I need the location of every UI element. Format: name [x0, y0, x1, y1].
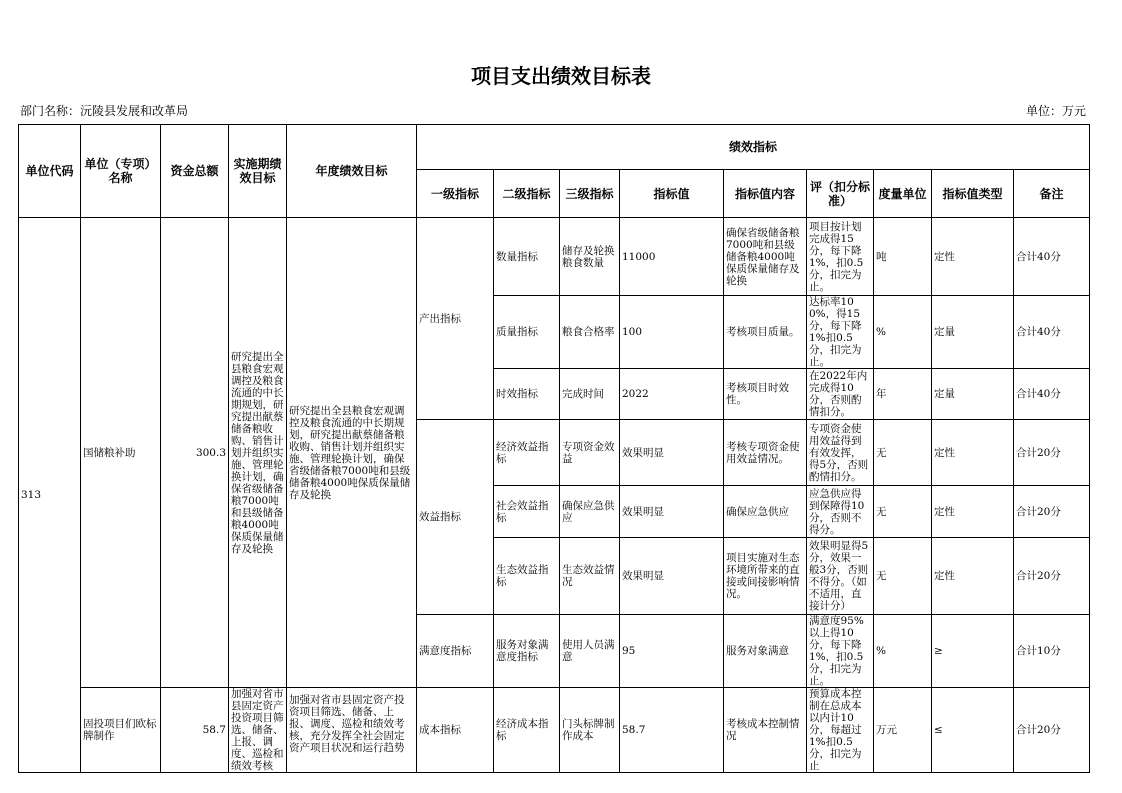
header-amount: 资金总额 — [161, 125, 229, 218]
group-cost-cell: 成本指标 — [417, 688, 494, 773]
score-cell: 满意度95%以上得10分，每下降1%，扣0.5分，扣完为止。 — [807, 615, 874, 688]
measure-cell: % — [874, 615, 932, 688]
project-amount-cell: 300.3 — [161, 218, 229, 688]
note-cell: 合计40分 — [1014, 296, 1090, 369]
type-cell: 定量 — [932, 369, 1014, 420]
level2-cell: 质量指标 — [494, 296, 560, 369]
type-cell: ≥ — [932, 615, 1014, 688]
level2-cell: 时效指标 — [494, 369, 560, 420]
score-cell: 应急供应得到保障得10分，否则不得分。 — [807, 486, 874, 538]
performance-table — [18, 124, 1090, 773]
content-cell: 考核专项资金使用效益情况。 — [724, 420, 807, 486]
level3-cell: 使用人员满意 — [560, 615, 620, 688]
period-goal-cell: 研究提出全县粮食宏观调控及粮食流通的中长期规划，研究提出献蔡储备粮收购、销售计划并组织实施、管理轮换计划，确保省级储备粮7000吨和县级储备粮4000吨保质保量储存及轮换 — [229, 218, 287, 688]
note-cell: 合计20分 — [1014, 486, 1090, 538]
level2-cell: 服务对象满意度指标 — [494, 615, 560, 688]
note-cell: 合计40分 — [1014, 218, 1090, 296]
group-output-cell: 产出指标 — [417, 218, 494, 420]
type-cell: 定性 — [932, 218, 1014, 296]
value-cell: 效果明显 — [620, 486, 724, 538]
header-unit-code: 单位代码 — [19, 125, 81, 218]
measure-cell: 万元 — [874, 688, 932, 773]
header-note: 备注 — [1014, 170, 1090, 218]
header-score: 评（扣分标准） — [807, 170, 874, 218]
note-cell: 合计20分 — [1014, 538, 1090, 615]
annual-goal-text: 加强对省市县固定资产投资项目筛选、储备、上报、调度、巡检和绩效考核，充分发挥全社会固定资产项目状况和运行趋势 — [289, 694, 405, 754]
score-cell: 专项资金使用效益得到有效发挥，得5分，否则酌情扣分。 — [807, 420, 874, 486]
measure-cell: 年 — [874, 369, 932, 420]
level3-cell: 生态效益情况 — [560, 538, 620, 615]
level3-cell: 储存及轮换粮食数量 — [560, 218, 620, 296]
project-name-cell: 固投项目们欧标牌制作 — [81, 688, 161, 773]
level3-cell: 完成时间 — [560, 369, 620, 420]
score-cell: 项目按计划完成得15分，每下降1%，扣0.5分，扣完为止。 — [807, 218, 874, 296]
note-cell: 合计20分 — [1014, 688, 1090, 773]
header-level1: 一级指标 — [417, 170, 494, 218]
header-level3: 三级指标 — [560, 170, 620, 218]
project-name-cell: 国储粮补助 — [81, 218, 161, 688]
content-cell: 考核项目时效性。 — [724, 369, 807, 420]
value-cell: 95 — [620, 615, 724, 688]
type-cell: 定性 — [932, 486, 1014, 538]
table-row — [19, 688, 1090, 773]
header-performance: 绩效指标 — [417, 125, 1090, 170]
value-cell: 效果明显 — [620, 538, 724, 615]
score-cell: 预算成本控制在总成本以内计10分，每超过1%扣0.5分，扣完为止 — [807, 688, 874, 773]
score-cell: 在2022年内完成得10分，否则酌情扣分。 — [807, 369, 874, 420]
level3-cell: 粮食合格率 — [560, 296, 620, 369]
measure-cell: 无 — [874, 486, 932, 538]
group-satisfaction-cell: 满意度指标 — [417, 615, 494, 688]
level3-cell: 门头标牌制作成本 — [560, 688, 620, 773]
type-cell: ≤ — [932, 688, 1014, 773]
header-type: 指标值类型 — [932, 170, 1014, 218]
level2-cell: 经济效益指标 — [494, 420, 560, 486]
period-goal-text: 加强对省市县固定资产投资项目筛选、储备、上报、调度、巡检和绩效考核 — [231, 688, 284, 772]
level2-cell: 经济成本指标 — [494, 688, 560, 773]
unit-label: 单位：万元 — [1025, 104, 1086, 118]
measure-cell: 无 — [874, 420, 932, 486]
score-cell: 效果明显得5分，效果一般3分，否则不得分。（如不适用，直接计分） — [807, 538, 874, 615]
content-cell: 服务对象满意 — [724, 615, 807, 688]
department-label: 部门名称：沅陵县发展和改革局 — [20, 104, 189, 118]
note-cell: 合计20分 — [1014, 420, 1090, 486]
page-title: 项目支出绩效目标表 — [471, 64, 651, 88]
annual-goal-cell: 研究提出全县粮食宏观调控及粮食流通的中长期规划，研究提出献蔡储备粮收购、销售计划并组织实施、管理轮换计划，确保省级储备粮7000吨和县级储备粮4000吨保质保量储存及轮换 — [287, 218, 417, 688]
header-level2: 二级指标 — [494, 170, 560, 218]
project-amount-cell: 58.7 — [161, 688, 229, 773]
value-cell: 11000 — [620, 218, 724, 296]
level3-cell: 确保应急供应 — [560, 486, 620, 538]
type-cell: 定性 — [932, 420, 1014, 486]
group-benefit-cell: 效益指标 — [417, 420, 494, 615]
note-cell: 合计40分 — [1014, 369, 1090, 420]
content-cell: 确保应急供应 — [724, 486, 807, 538]
header-annual-goal: 年度绩效目标 — [287, 125, 417, 218]
value-cell: 100 — [620, 296, 724, 369]
level2-cell: 社会效益指标 — [494, 486, 560, 538]
level2-cell: 数量指标 — [494, 218, 560, 296]
table-row — [19, 218, 1090, 296]
period-goal-cell — [229, 688, 287, 773]
content-cell: 考核项目质量。 — [724, 296, 807, 369]
header-content: 指标值内容 — [724, 170, 807, 218]
level3-cell: 专项资金效益 — [560, 420, 620, 486]
header-measure: 度量单位 — [874, 170, 932, 218]
type-cell: 定量 — [932, 296, 1014, 369]
value-cell: 58.7 — [620, 688, 724, 773]
header-period-goal: 实施期绩效目标 — [229, 125, 287, 218]
annual-goal-cell — [287, 688, 417, 773]
note-cell: 合计10分 — [1014, 615, 1090, 688]
value-cell: 效果明显 — [620, 420, 724, 486]
measure-cell: % — [874, 296, 932, 369]
content-cell: 考核成本控制情况 — [724, 688, 807, 773]
content-cell: 项目实施对生态环境所带来的直接或间接影响情况。 — [724, 538, 807, 615]
level2-cell: 生态效益指标 — [494, 538, 560, 615]
header-value: 指标值 — [620, 170, 724, 218]
value-cell: 2022 — [620, 369, 724, 420]
measure-cell: 吨 — [874, 218, 932, 296]
header-unit-name: 单位（专项）名称 — [81, 125, 161, 218]
score-cell: 达标率100%，得15分，每下降1%扣0.5分，扣完为止。 — [807, 296, 874, 369]
unit-code-cell: 313 — [19, 218, 81, 773]
content-cell: 确保省级储备粮7000吨和县级储备粮4000吨保质保量储存及轮换 — [724, 218, 807, 296]
type-cell: 定性 — [932, 538, 1014, 615]
measure-cell: 无 — [874, 538, 932, 615]
